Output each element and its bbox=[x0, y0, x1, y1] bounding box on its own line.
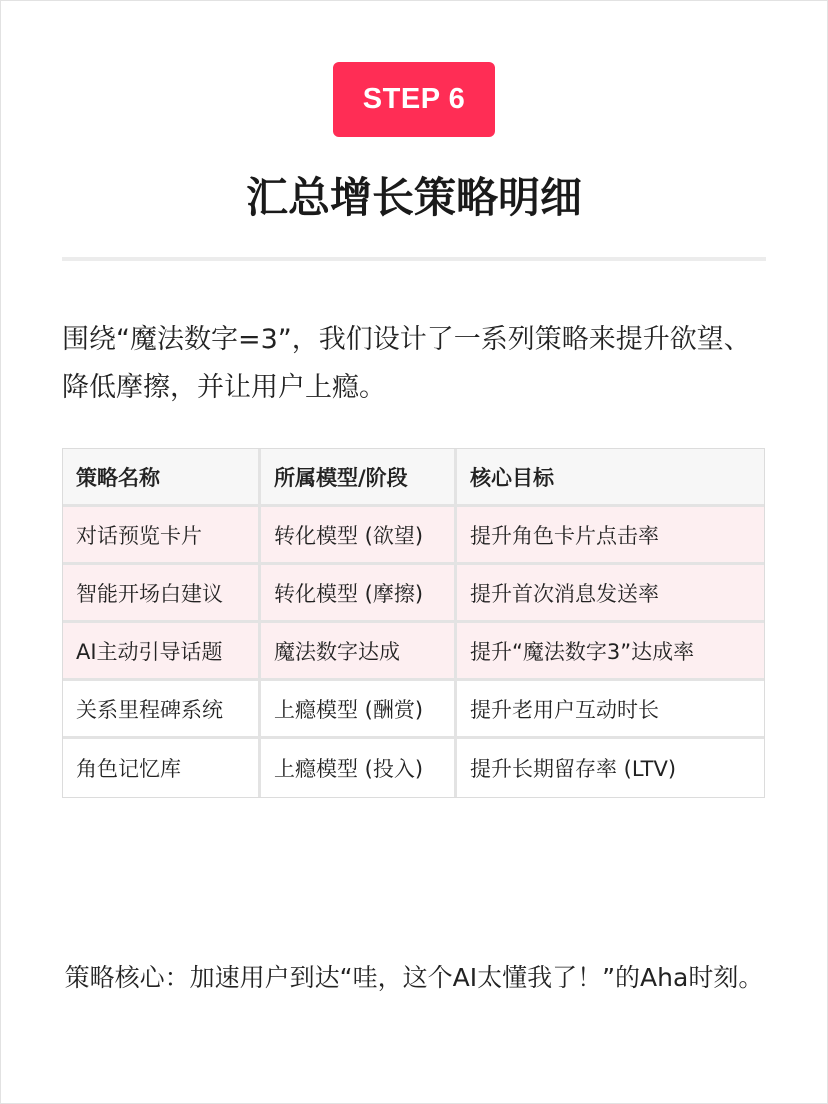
table-row bbox=[63, 507, 764, 565]
cell-model-stage: 上瘾模型 (酬赏) bbox=[261, 681, 457, 739]
page-title: 汇总增长策略明细 bbox=[245, 173, 582, 222]
cell-core-goal: 提升“魔法数字3”达成率 bbox=[457, 623, 764, 681]
table-header-row bbox=[63, 449, 764, 507]
cell-model-stage: 魔法数字达成 bbox=[261, 623, 457, 681]
cell-core-goal: 提升角色卡片点击率 bbox=[457, 507, 764, 565]
cell-strategy-name: AI主动引导话题 bbox=[63, 623, 261, 681]
cell-strategy-name: 对话预览卡片 bbox=[63, 507, 261, 565]
table-row bbox=[63, 739, 764, 797]
cell-model-stage: 上瘾模型 (投入) bbox=[261, 739, 457, 797]
header-model-stage: 所属模型/阶段 bbox=[261, 449, 457, 507]
cell-model-stage: 转化模型 (摩擦) bbox=[261, 565, 457, 623]
cell-strategy-name: 角色记忆库 bbox=[63, 739, 261, 797]
header-strategy-name: 策略名称 bbox=[63, 449, 261, 507]
table-row bbox=[63, 565, 764, 623]
table-row bbox=[63, 681, 764, 739]
cell-core-goal: 提升长期留存率 (LTV) bbox=[457, 739, 764, 797]
table-row bbox=[63, 623, 764, 681]
step-badge: STEP 6 bbox=[333, 62, 495, 137]
cell-model-stage: 转化模型 (欲望) bbox=[261, 507, 457, 565]
title-divider bbox=[62, 257, 766, 261]
intro-paragraph: 围绕“魔法数字=3”，我们设计了一系列策略来提升欲望、降低摩擦，并让用户上瘾。 bbox=[62, 324, 751, 403]
summary-text: 策略核心：加速用户到达“哇，这个AI太懂我了！”的Aha时刻。 bbox=[64, 963, 764, 992]
header-core-goal: 核心目标 bbox=[457, 449, 764, 507]
cell-core-goal: 提升首次消息发送率 bbox=[457, 565, 764, 623]
strategy-table bbox=[62, 448, 765, 798]
cell-strategy-name: 关系里程碑系统 bbox=[63, 681, 261, 739]
cell-strategy-name: 智能开场白建议 bbox=[63, 565, 261, 623]
cell-core-goal: 提升老用户互动时长 bbox=[457, 681, 764, 739]
